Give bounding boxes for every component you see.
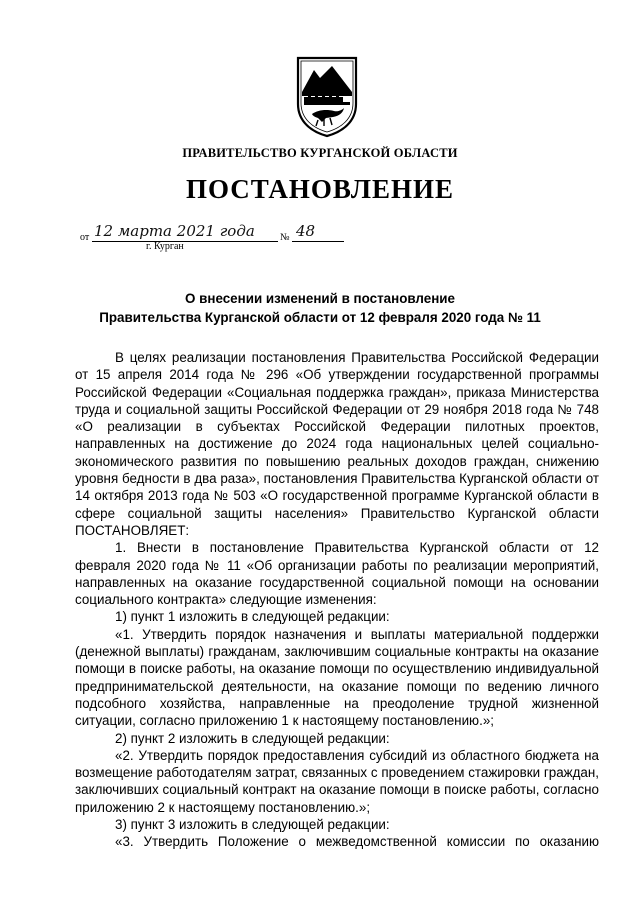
city-label: г. Курган (146, 241, 184, 252)
number-label: № (280, 232, 290, 243)
document-title (0, 289, 640, 327)
handwritten-date: 12 марта 2021 года (94, 222, 255, 240)
coat-of-arms-icon (296, 56, 358, 138)
subitem-1-paragraph: 1) пункт 1 изложить в следующей редакции: (115, 609, 390, 625)
item-1-paragraph: 1. Внести в постановление Правительства Курганской области от 12 февраля 2020 года № 11 «Об организации работы по реализации мероприятий, направленных на оказание государственной социальной помощи на основании социального контракта» следующие изменения: (75, 540, 599, 608)
date-number-line (80, 220, 360, 264)
title-line-1: О внесении изменений в постановление (185, 291, 455, 306)
title-line-2: Правительства Курганской области от 12 февраля 2020 года № 11 (99, 310, 541, 325)
quote-2-paragraph: «2. Утвердить порядок предоставления субсидий из областного бюджета на возмещение работодателям затрат, связанных с проведением стажировки граждан, заключивших социальный контракт на оказание помощи в поиске работы, согласно приложению 2 к настоящему постановлению.»; (75, 747, 599, 815)
preamble-text: В целях реализации постановления Правительства Российской Федерации от 15 апреля 2014 года № 296 «Об утверждении государственной программы Российской Федерации «Социальная поддержка граждан», приказа Министерства труда и социальной защиты Российской Федерации от 29 ноября 2018 года № 748 «О реализации в субъектах Российской Федерации пилотных проектов, направленных на достижение до 2024 года национальных целей социально-экономического развития по повышению реальных доходов граждан, снижению уровня бедности в два раза», постановления Правительства Курганской области от 14 октября 2013 года № 503 «О государственной программе Курганской области в сфере социальной защиты населения» Правительство Курганской области (75, 350, 599, 521)
preamble-paragraph (75, 349, 599, 539)
resolves-keyword: ПОСТАНОВЛЯЕТ: (75, 522, 190, 538)
subitem-2-paragraph: 2) пункт 2 изложить в следующей редакции: (115, 730, 390, 746)
date-underline (92, 241, 278, 242)
handwritten-number: 48 (296, 222, 316, 240)
quote-3-paragraph: «3. Утвердить Положение о межведомственной комиссии по оказанию (115, 834, 599, 850)
number-underline (292, 241, 344, 242)
quote-1-paragraph: «1. Утвердить порядок назначения и выплаты материальной поддержки (денежной выплаты) гражданам, заключившим социальные контракты на оказание помощи в поиске работы, на оказание помощи по осуществлению индивидуальной предпринимательской деятельности, на оказание помощи по ведению личного подсобного хозяйства, направленные на преодоление трудной жизненной ситуации, согласно приложению 1 к настоящему постановлению.»; (75, 626, 599, 729)
government-name: ПРАВИТЕЛЬСТВО КУРГАНСКОЙ ОБЛАСТИ (182, 146, 458, 160)
from-label: от (80, 232, 90, 243)
document-body (75, 349, 599, 851)
document-type-heading: ПОСТАНОВЛЕНИЕ (185, 174, 455, 204)
subitem-3-paragraph: 3) пункт 3 изложить в следующей редакции: (115, 817, 390, 833)
